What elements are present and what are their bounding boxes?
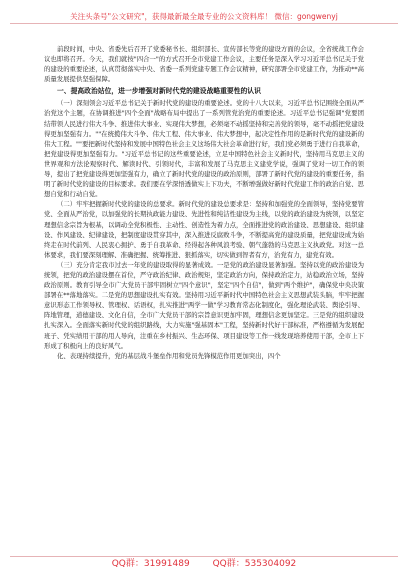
- qq-group-2: QQ群：535304092: [212, 559, 297, 569]
- paragraph-4: 化、表现持续提升，党的基层战斗堡垒作用和党员先锋模范作用更加突出，四个: [57, 351, 281, 360]
- paragraph-3: （三）充分肯定我市过去一年党的建设取得的显著成效。一是党的政治建设显著加强。坚持以党的政治建设为统领，把党的政治建设摆在首位，严守政治纪律、政治规矩，坚定政治方向，保持政治定力，站稳政治立场，坚持政治原则。教育引导全市广大党员干部牢固树立"四个意识"，坚定"四个自信"，做到"两个维护"，确保党中央决策部署在**落地落实。二是党的思想建设扎实有效。坚持用习近平新时代中国特色社会主义思想武装头脑，牢牢把握意识形态工作领导权、管理权、话语权，扎实推进"两学一做"学习教育常态化制度化，强化理论武装、舆论引导、阵地管理，道德建设、文化自信，全市广大党员干部的宗旨意识更加牢固，理想信念更加坚定。三是党的组织建设扎实深入。全面落实新时代党的组织路线，大力实施"强基固本"工程，坚持新时代好干部标准，严格遵循为发展配班子、凭实绩用干部的用人导向，注重在乡村振兴、生态环保、项目建设等工作一线发现培养使用干部，全市上下形成了积极向上的良好风气。: [44, 260, 364, 350]
- section-heading-1: 一、提高政治站位，进一步增强对新时代党的建设战略重要性的认识: [57, 87, 261, 96]
- qq-group-1: QQ群：31991489: [111, 559, 190, 569]
- promo-banner: 关注头条号"公文研究"，获得最新最全最专业的公文资料库！ 微信：gongwenyj: [10, 10, 398, 24]
- footer-contacts: [10, 556, 398, 571]
- paragraph-1: （一）深刻领会习近平总书记关于新时代党的建设的重要论述。党的十八大以来，习近平总书记围绕全面从严治党这个主题，在协调推进"四个全面"战略布局中提出了一系列管党治党的重要论述。习近平总书记强调"党要团结带领人民进行伟大斗争、推进伟大事业、实现伟大梦想，必须毫不动摇坚持和完善党的领导，毫不动摇把党建设得更加坚强有力。""在统揽伟大斗争、伟大工程、伟大事业、伟大梦想中，起决定性作用的是新时代党的建设新的伟大工程。""要把新时代坚持和发展中国特色社会主义这场伟大社会革命进行好，我们党必须勇于进行自我革命，把党建设得更加坚强有力。"习近平总书记的这些重要论述，立足中国特色社会主义新时代，坚持用马克思主义的世界观和方法论观察时代、解读时代、引领时代，丰富和发展了马克思主义建党学说，强调了党对一切工作的领导，提出了把党建设得更加坚强有力，确立了新时代党的建设的政治原则，部署了新时代党的建设的重要任务，指明了新时代党的建设的目标要求。我们要在学深悟透做实上下功夫，不断增强做好新时代党建工作的政治自觉、思想自觉和行动自觉。: [44, 99, 364, 199]
- paragraph-2: （二）牢牢把握新时代党的建设的总要求。新时代党的建设总要求是：坚持和加强党的全面领导，坚持党要管党、全面从严治党，以加强党的长期执政能力建设、先进性和纯洁性建设为主线，以党的政治建设为统领，以坚定理想信念宗旨为根基，以调动全党积极性、主动性、创造性为着力点，全面推进党的政治建设、思想建设、组织建设、作风建设、纪律建设，把制度建设贯穿其中，深入推进反腐败斗争，不断提高党的建设质量，把党建设成为始终走在时代前列、人民衷心拥护、勇于自我革命、经得起各种风浪考验、朝气蓬勃的马克思主义执政党。对这一总体要求，我们要深刻理解、准确把握、统筹推进、狠抓落实，切实做到智者有方，治党有力，建党有效。: [44, 200, 364, 259]
- paragraph-intro: 前段时间，中央、省委先后召开了党委秘书长、组织部长、宣传部长等党的建设方面的会议，全省统战工作会议也即将召开。今天，我们就按"四合一"的方式召开全市党建工作会议，主要任务是深入学习习近平总书记关于党的建设的重要论述，认真贯彻落实中央、省委一系列党建专题工作会议精神，研究部署全市党建工作，为推动**高质量发展提供坚强保障。: [44, 45, 364, 84]
- document-body: [44, 44, 364, 539]
